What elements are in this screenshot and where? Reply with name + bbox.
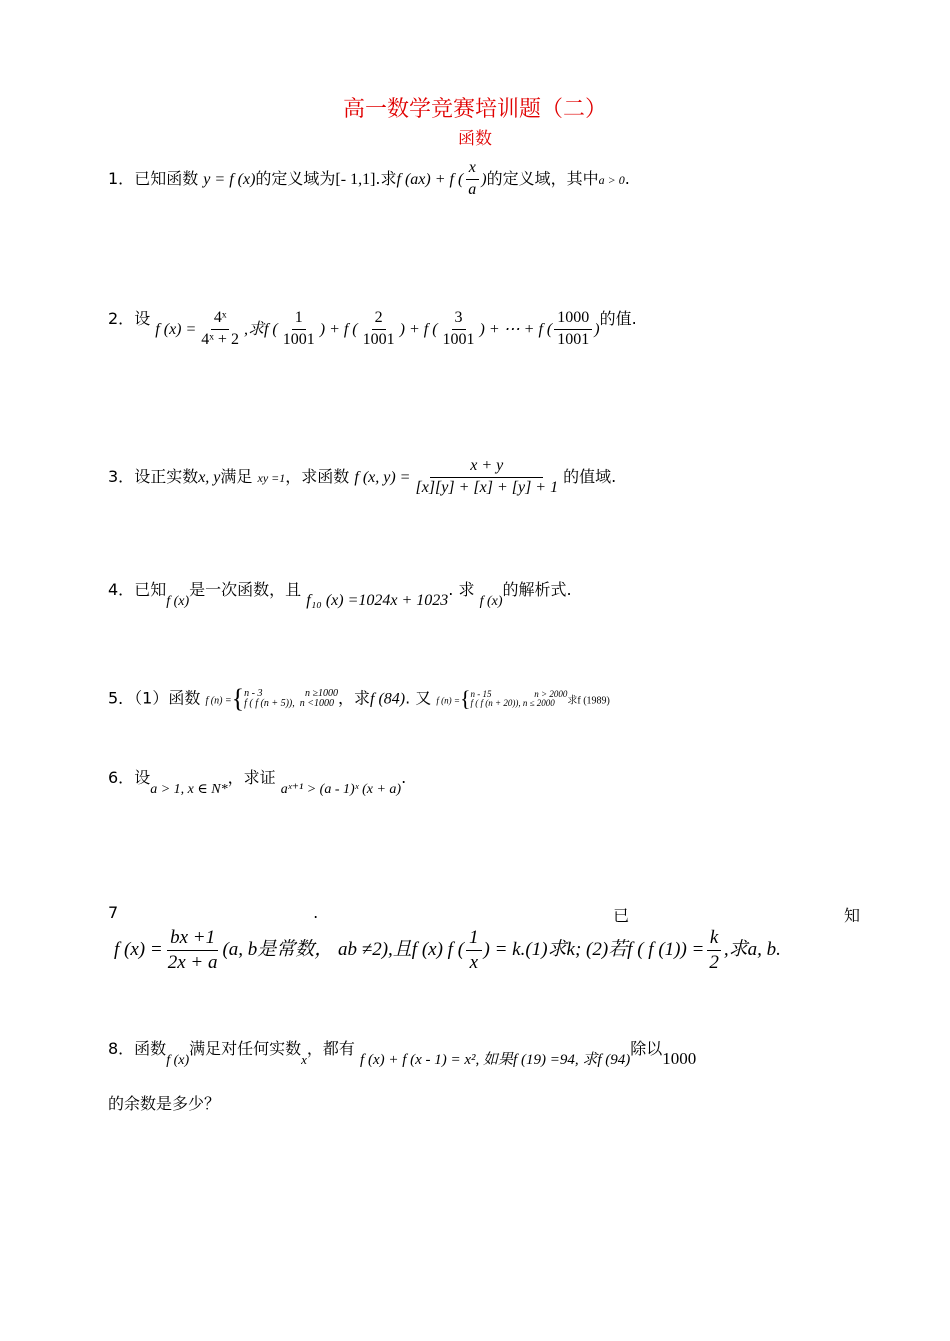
problem-3-text-a: 设正实数 — [134, 466, 199, 486]
problem-1-expr-close: ) — [481, 170, 487, 188]
problem-7-word-2: 知 — [843, 906, 860, 925]
problem-2-frac-3-den: 1001 — [442, 330, 475, 348]
problem-7-text-a: (a, b是常数， — [222, 938, 334, 960]
problem-2-text-a: 设 — [134, 308, 151, 328]
problem-7-formula — [114, 928, 781, 973]
problem-2-mid: ,求f ( — [243, 320, 278, 338]
problem-5-f2: f (n) = — [436, 695, 460, 706]
problem-2-frac-2-num: 2 — [372, 310, 386, 330]
problem-5-f84: f (84) — [370, 690, 406, 708]
problem-3-label: 3． — [108, 466, 135, 486]
problem-7-word-1: 已 — [613, 906, 630, 925]
problem-1-end: . — [624, 168, 630, 188]
problem-2-frac-4-den: 1001 — [557, 330, 590, 348]
problem-2-frac-4 — [554, 310, 592, 349]
problem-3-text-c: ，求函数 — [285, 466, 350, 486]
problem-8-x: x — [301, 1052, 307, 1067]
problem-7-frac-1 — [466, 928, 482, 973]
problem-1-condition: a > 0 — [598, 172, 625, 187]
problem-7-header — [108, 903, 860, 926]
problem-5-cases-2 — [471, 690, 568, 709]
problem-2-frac-1 — [280, 310, 318, 349]
problem-3-fx: f (x, y) = — [354, 468, 411, 486]
problem-3-den: [x][y] + [x] + [y] + 1 — [415, 478, 559, 496]
problem-2-frac-3 — [440, 310, 478, 349]
problem-5-f1: f (n) = — [205, 695, 232, 707]
problem-5-case-1b — [244, 699, 338, 710]
problem-8-line-2: 的余数是多少？ — [108, 1094, 221, 1113]
problem-7-fx: f (x) = — [114, 938, 163, 960]
problem-5-case-1a-cond: n ≥1000 — [304, 687, 338, 699]
problem-1-domain: [- 1,1] — [335, 170, 376, 188]
problem-2-close: ) — [594, 320, 600, 338]
problem-8-equation: f (x) + f (x - 1) = x², 如果f (19) =94, 求f (94) — [360, 1052, 631, 1068]
problem-7-frac-1-num: 1 — [466, 928, 482, 951]
problem-2-frac-4-num: 1000 — [554, 310, 592, 330]
problem-5-cases-1 — [244, 689, 338, 710]
problem-6-end: . — [401, 768, 407, 787]
problem-5-brace-1: { — [231, 684, 245, 713]
problem-4-fx: f (x) — [166, 594, 190, 609]
problem-7-text-d: ) = k.(1)求k; (2)若f ( f (1)) = — [483, 938, 705, 960]
problem-6-text-b: ，求证 — [227, 768, 276, 787]
problem-2-main-den: 4ˣ + 2 — [201, 330, 239, 348]
problem-3 — [108, 458, 616, 497]
problem-8-label: 8．函数 — [108, 1039, 167, 1058]
problem-2-main-num: 4ˣ — [211, 310, 230, 330]
problem-2-frac-1-den: 1001 — [282, 330, 315, 348]
problem-4-fx-2: f (x) — [479, 594, 503, 609]
problem-6-label: 6． — [108, 768, 135, 787]
problem-2-frac-2 — [360, 310, 398, 349]
page-title: 高一数学竞赛培训题（二） — [342, 97, 607, 122]
problem-1-expr: f (ax) + f ( — [396, 170, 464, 188]
problem-7-frac-2-den: 2 — [709, 951, 719, 973]
problem-7-text-b: ab ≠2), — [338, 938, 393, 960]
problem-8-text-b: ，都有 — [306, 1039, 355, 1058]
problem-7-text-c: 且f (x) f ( — [392, 938, 465, 960]
problem-1-function: y = f (x) — [203, 170, 256, 188]
problem-4 — [108, 580, 572, 609]
problem-7-dot: . — [313, 903, 319, 922]
problem-5-text-b: ，求 — [337, 688, 370, 708]
problem-2-frac-3-num: 3 — [452, 310, 466, 330]
problem-7-frac-2-num: k — [707, 928, 721, 951]
problem-7-main-fraction — [165, 928, 221, 973]
problem-4-label: 4． — [108, 580, 135, 599]
problem-8-divisor: 1000 — [662, 1049, 697, 1068]
problem-5-case-2b-expr: f ( f (n + 20)), — [470, 698, 521, 708]
problem-6-text-a: 设 — [134, 768, 151, 787]
problem-1-frac-num: x — [466, 160, 479, 180]
problem-5-case-1a-expr: n - 3 — [244, 687, 263, 699]
problem-5-case-2b — [471, 699, 568, 708]
problem-7-main-num: bx +1 — [167, 928, 218, 951]
problem-4-text-b: 是一次函数，且 — [189, 580, 302, 599]
problem-2-frac-1-num: 1 — [292, 310, 306, 330]
problem-5-case-2b-cond: n ≤ 2000 — [522, 698, 555, 708]
problem-5-case-1b-cond: n <1000 — [299, 698, 335, 709]
problem-3-text-d: 的值域. — [563, 466, 617, 486]
problem-2-text-b: 的值. — [599, 308, 637, 328]
problem-2-frac-2-den: 1001 — [362, 330, 395, 348]
problem-5-text-d: 求f (1989) — [567, 695, 610, 707]
problem-1-text-b: 的定义域为 — [255, 168, 336, 188]
problem-5 — [108, 686, 610, 712]
problem-6-inequality: aˣ⁺¹ > (a - 1)ˣ (x + a) — [280, 782, 402, 797]
problem-2-plus-2: ) + f ( — [399, 320, 438, 338]
problem-4-text-c: . 求 — [448, 580, 475, 599]
problem-4-text-d: 的解析式. — [502, 580, 572, 599]
problem-1-text-d: 的定义域，其中 — [486, 168, 599, 188]
problem-6-condition: a > 1, x ∈ N* — [150, 782, 228, 797]
problem-1-label: 1． — [108, 168, 135, 188]
problem-8 — [108, 1039, 697, 1068]
problem-2-dots: ) + ⋯ + f ( — [479, 320, 553, 338]
problem-7-frac-2 — [706, 928, 722, 973]
problem-2-main-fraction — [198, 310, 242, 349]
problem-3-fraction — [412, 458, 561, 497]
problem-1-text-c: .求 — [375, 168, 397, 188]
problem-5-label: 5．（1）函数 — [108, 688, 201, 708]
problem-8-fx: f (x) — [166, 1053, 190, 1068]
problem-5-brace-2: { — [459, 686, 471, 711]
problem-2-fx: f (x) = — [155, 320, 197, 338]
problem-2 — [108, 300, 637, 348]
problem-6 — [108, 768, 407, 797]
problem-5-case-2a-cond: n > 2000 — [534, 688, 568, 699]
problem-1-fraction — [465, 160, 479, 199]
problem-7-text-e: ,求a, b. — [723, 938, 781, 960]
problem-3-num: x + y — [430, 458, 543, 478]
problem-2-plus-1: ) + f ( — [319, 320, 358, 338]
problem-7-label: 7 — [108, 903, 119, 922]
problem-5-case-2a-expr: n - 15 — [470, 688, 492, 699]
problem-4-equation: f₁₀ (x) =1024x + 1023 — [306, 592, 449, 609]
page-subtitle: 函数 — [458, 129, 492, 149]
problem-2-label: 2． — [108, 308, 135, 328]
problem-8-text-c: 除以 — [630, 1039, 663, 1058]
problem-7-main-den: 2x + a — [167, 951, 218, 973]
problem-3-vars: x, y — [198, 468, 221, 486]
problem-3-condition: xy =1 — [257, 470, 286, 485]
problem-1-text-a: 已知函数 — [134, 168, 199, 188]
problem-3-text-b: 满足 — [220, 466, 253, 486]
problem-7-frac-1-den: x — [469, 951, 478, 973]
problem-1 — [108, 160, 630, 199]
problem-5-text-c: . 又 — [405, 688, 432, 708]
problem-5-case-1b-expr: f ( f (n + 5)), — [244, 698, 295, 709]
problem-4-text-a: 已知 — [134, 580, 167, 599]
problem-1-frac-den: a — [468, 180, 477, 198]
problem-8-text-a: 满足对任何实数 — [189, 1039, 302, 1058]
